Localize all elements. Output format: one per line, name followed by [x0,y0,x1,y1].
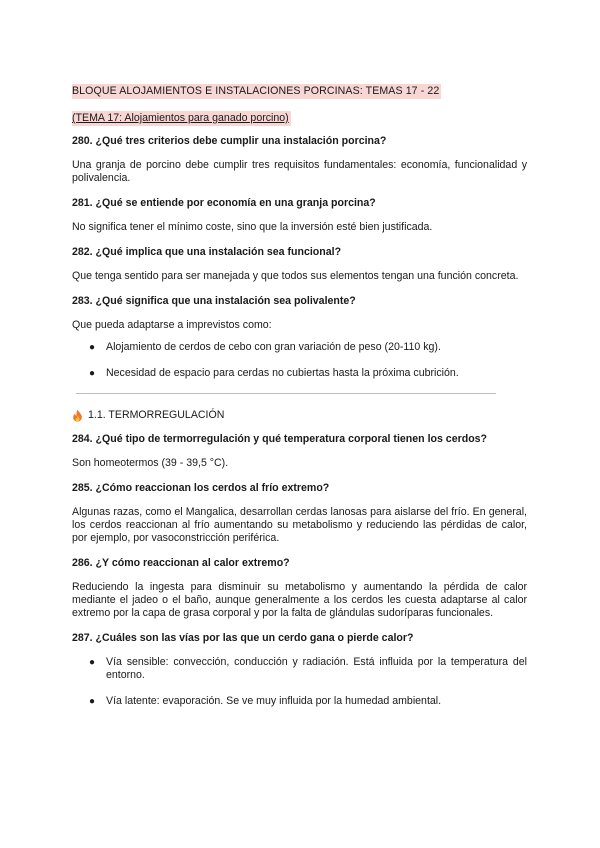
bullet-icon: ● [89,657,96,668]
block-title: BLOQUE ALOJAMIENTOS E INSTALACIONES PORCINAS: TEMAS 17 - 22 [72,85,440,97]
bullet-list-283 [72,341,527,380]
list-item: ● Alojamiento de cerdos de cebo con gran variación de peso (20-110 kg). [89,341,441,353]
list-item: ● Vía latente: evaporación. Se ve muy influida por la humedad ambiental. [89,695,442,707]
question-284: 284. ¿Qué tipo de termorregulación y qué temperatura corporal tienen los cerdos? [72,433,488,445]
bullet-icon: ● [89,696,96,707]
answer-284: Son homeotermos (39 - 39,5 °C). [72,457,229,469]
answer-280: Una granja de porcino debe cumplir tres requisitos fundamentales: economía, funcionalidad y polivalencia. [72,159,527,184]
question-287: 287. ¿Cuáles son las vías por las que un cerdo gana o pierde calor? [72,632,414,644]
bullet-list-287 [72,656,527,708]
bullet-icon: ● [89,368,96,379]
question-281: 281. ¿Qué se entiende por economía en una granja porcina? [72,197,376,209]
answer-281: No significa tener el mínimo coste, sino que la inversión esté bien justificada. [72,221,433,233]
question-283: 283. ¿Qué significa que una instalación sea polivalente? [72,295,356,307]
document-page [72,84,527,721]
question-280: 280. ¿Qué tres criterios debe cumplir una instalación porcina? [72,135,387,147]
bullet-icon: ● [89,342,96,353]
section-title: 1.1. TERMORREGULACIÓN [88,409,225,421]
section-divider [76,393,496,394]
answer-282: Que tenga sentido para ser manejada y que todos sus elementos tengan una función concreta. [72,270,519,282]
answer-286: Reduciendo la ingesta para disminuir su metabolismo y aumentando la pérdida de calor mediante el jadeo o el baño, aunque generalmente a los cerdos les cuesta adaptarse al calor extremo por la capa de grasa corporal y por la falta de glándulas sudoríparas funcionales. [72,581,527,619]
question-286: 286. ¿Y cómo reaccionan al calor extremo? [72,557,290,569]
fire-icon [72,409,83,422]
list-item: ● Necesidad de espacio para cerdas no cubiertas hasta la próxima cubrición. [89,367,459,379]
answer-283: Que pueda adaptarse a imprevistos como: [72,319,272,331]
section-heading [72,409,527,422]
answer-285: Algunas razas, como el Mangalica, desarrollan cerdas lanosas para aislarse del frío. En general, los cerdos reaccionan al frío aumentando su metabolismo y reduciendo las pérdidas de calor, por ejemplo, por vasoconstricción periférica. [72,506,527,544]
question-285: 285. ¿Cómo reaccionan los cerdos al frío extremo? [72,482,330,494]
question-282: 282. ¿Qué implica que una instalación sea funcional? [72,246,342,258]
list-item: ● Vía sensible: convección, conducción y radiación. Está influida por la temperatura del entorno. [89,656,527,681]
topic-subtitle: (TEMA 17: Alojamientos para ganado porcino) [72,112,289,124]
